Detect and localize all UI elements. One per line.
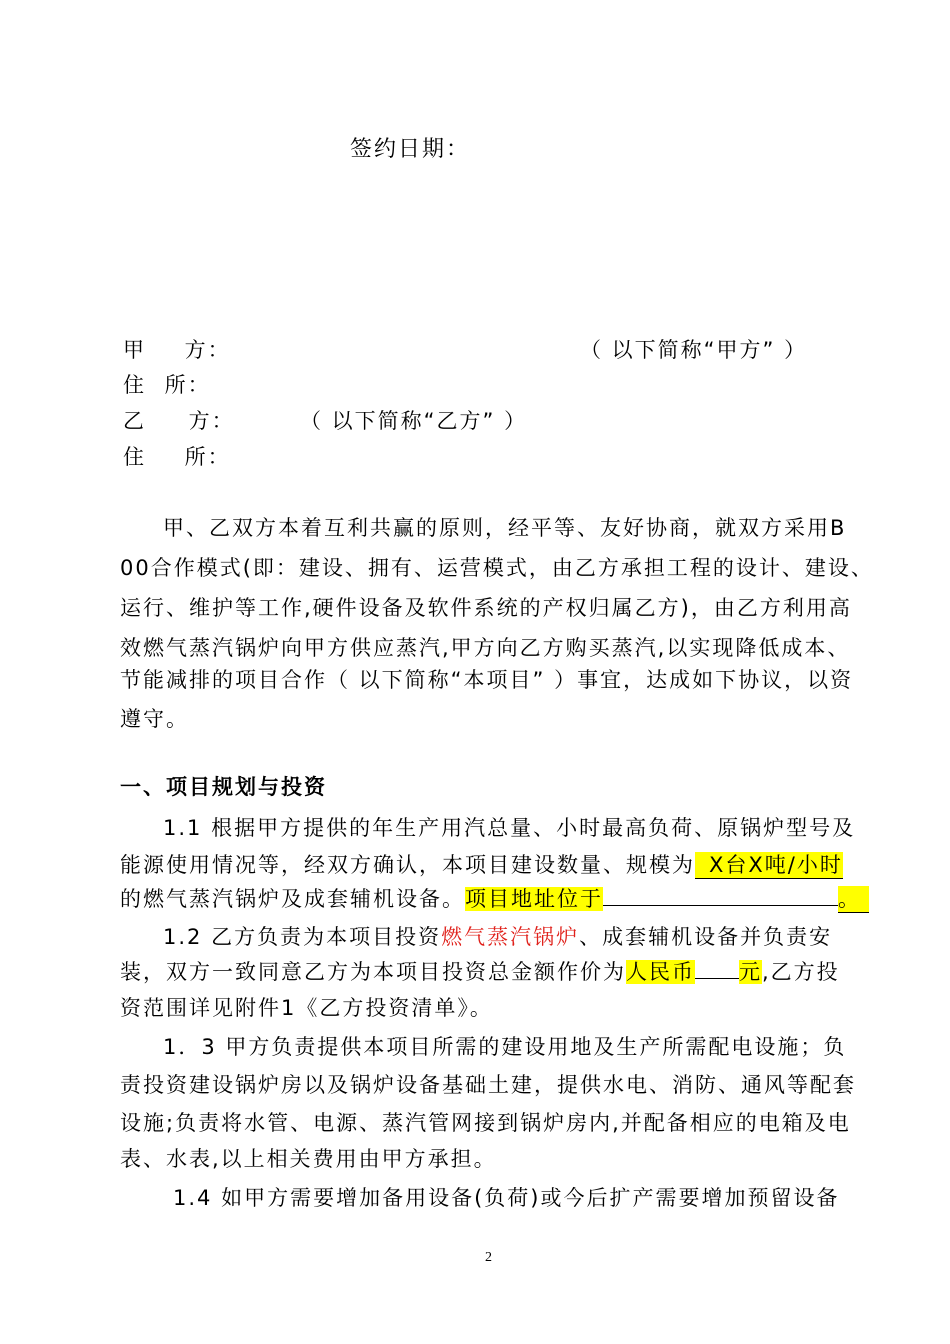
clause-1-2-line-3: 资范围详见附件1《乙方投资清单》。 — [120, 996, 493, 1020]
amount-blank — [695, 978, 739, 979]
clause-1-1-text: 能源使用情况等，经双方确认，本项目建设数量、规模为 — [120, 853, 695, 877]
clause-1-2-line-1 — [163, 919, 832, 955]
page-number: 2 — [485, 1250, 492, 1265]
clause-1-3-line-1: 1．3 甲方负责提供本项目所需的建设用地及生产所需配电设施；负 — [163, 1035, 847, 1059]
intro-line-4: 效燃气蒸汽锅炉向甲方供应蒸汽,甲方向乙方购买蒸汽,以实现降低成本、 — [120, 636, 851, 660]
clause-1-4-line-1: 1.4 如甲方需要增加备用设备(负荷)或今后扩产需要增加预留设备 — [173, 1186, 840, 1210]
clause-1-3-line-2: 责投资建设锅炉房以及锅炉设备基础土建，提供水电、消防、通风等配套 — [120, 1073, 856, 1097]
project-address-blank — [603, 905, 838, 906]
clause-1-2-text-b: 、成套辅机设备并负责安 — [579, 925, 833, 949]
clause-1-3-line-4: 表、水表,以上相关费用由甲方承担。 — [120, 1147, 497, 1171]
clause-1-2-line-2 — [120, 954, 840, 990]
party-a-note: （ 以下简称“甲方” ） — [580, 338, 808, 362]
intro-line-5: 节能减排的项目合作（ 以下简称“本项目” ）事宜，达成如下协议，以资 — [120, 668, 854, 692]
boiler-red-text: 燃气蒸汽锅炉 — [441, 925, 580, 949]
clause-1-2-text-3: ,乙方投 — [762, 960, 840, 984]
clause-1-3-line-3: 设施;负责将水管、电源、蒸汽管网接到锅炉房内,并配备相应的电箱及电 — [120, 1111, 851, 1135]
party-a-address-label: 住 所： — [123, 373, 211, 397]
clause-1-1-line-3 — [120, 881, 869, 917]
project-address-end: 。 — [838, 886, 869, 913]
party-a-label: 甲 方： — [123, 338, 231, 362]
section-1-heading: 一、项目规划与投资 — [120, 775, 327, 799]
intro-line-3: 运行、维护等工作,硬件设备及软件系统的产权归属乙方)，由乙方利用高 — [120, 596, 852, 620]
clause-1-1-line-1: 1.1 根据甲方提供的年生产用汽总量、小时最高负荷、原锅炉型号及 — [163, 816, 856, 840]
intro-line-2: 00合作模式(即：建设、拥有、运营模式，由乙方承担工程的设计、建设、 — [120, 556, 874, 580]
party-b-note: （ 以下简称“乙方” ） — [300, 409, 528, 433]
rmb-label: 人民币 — [626, 960, 695, 984]
intro-line-1: 甲、乙双方本着互利共赢的原则，经平等、友好协商，就双方采用B — [163, 516, 847, 540]
clause-1-1-line-2 — [120, 847, 843, 883]
yuan-label: 元 — [739, 960, 762, 984]
clause-1-1-text-2: 的燃气蒸汽锅炉及成套辅机设备。 — [120, 887, 465, 911]
scale-placeholder: X台X吨/小时 — [695, 852, 843, 879]
party-b-address-label: 住 所： — [123, 445, 231, 469]
intro-line-6: 遵守。 — [120, 707, 189, 731]
sign-date-label: 签约日期： — [350, 137, 471, 162]
party-b-label: 乙 方： — [123, 409, 235, 433]
clause-1-2-text: 1.2 乙方负责为本项目投资 — [163, 925, 442, 949]
project-address-label: 项目地址位于 — [465, 887, 603, 911]
clause-1-2-text-2: 装，双方一致同意乙方为本项目投资总金额作价为 — [120, 960, 626, 984]
